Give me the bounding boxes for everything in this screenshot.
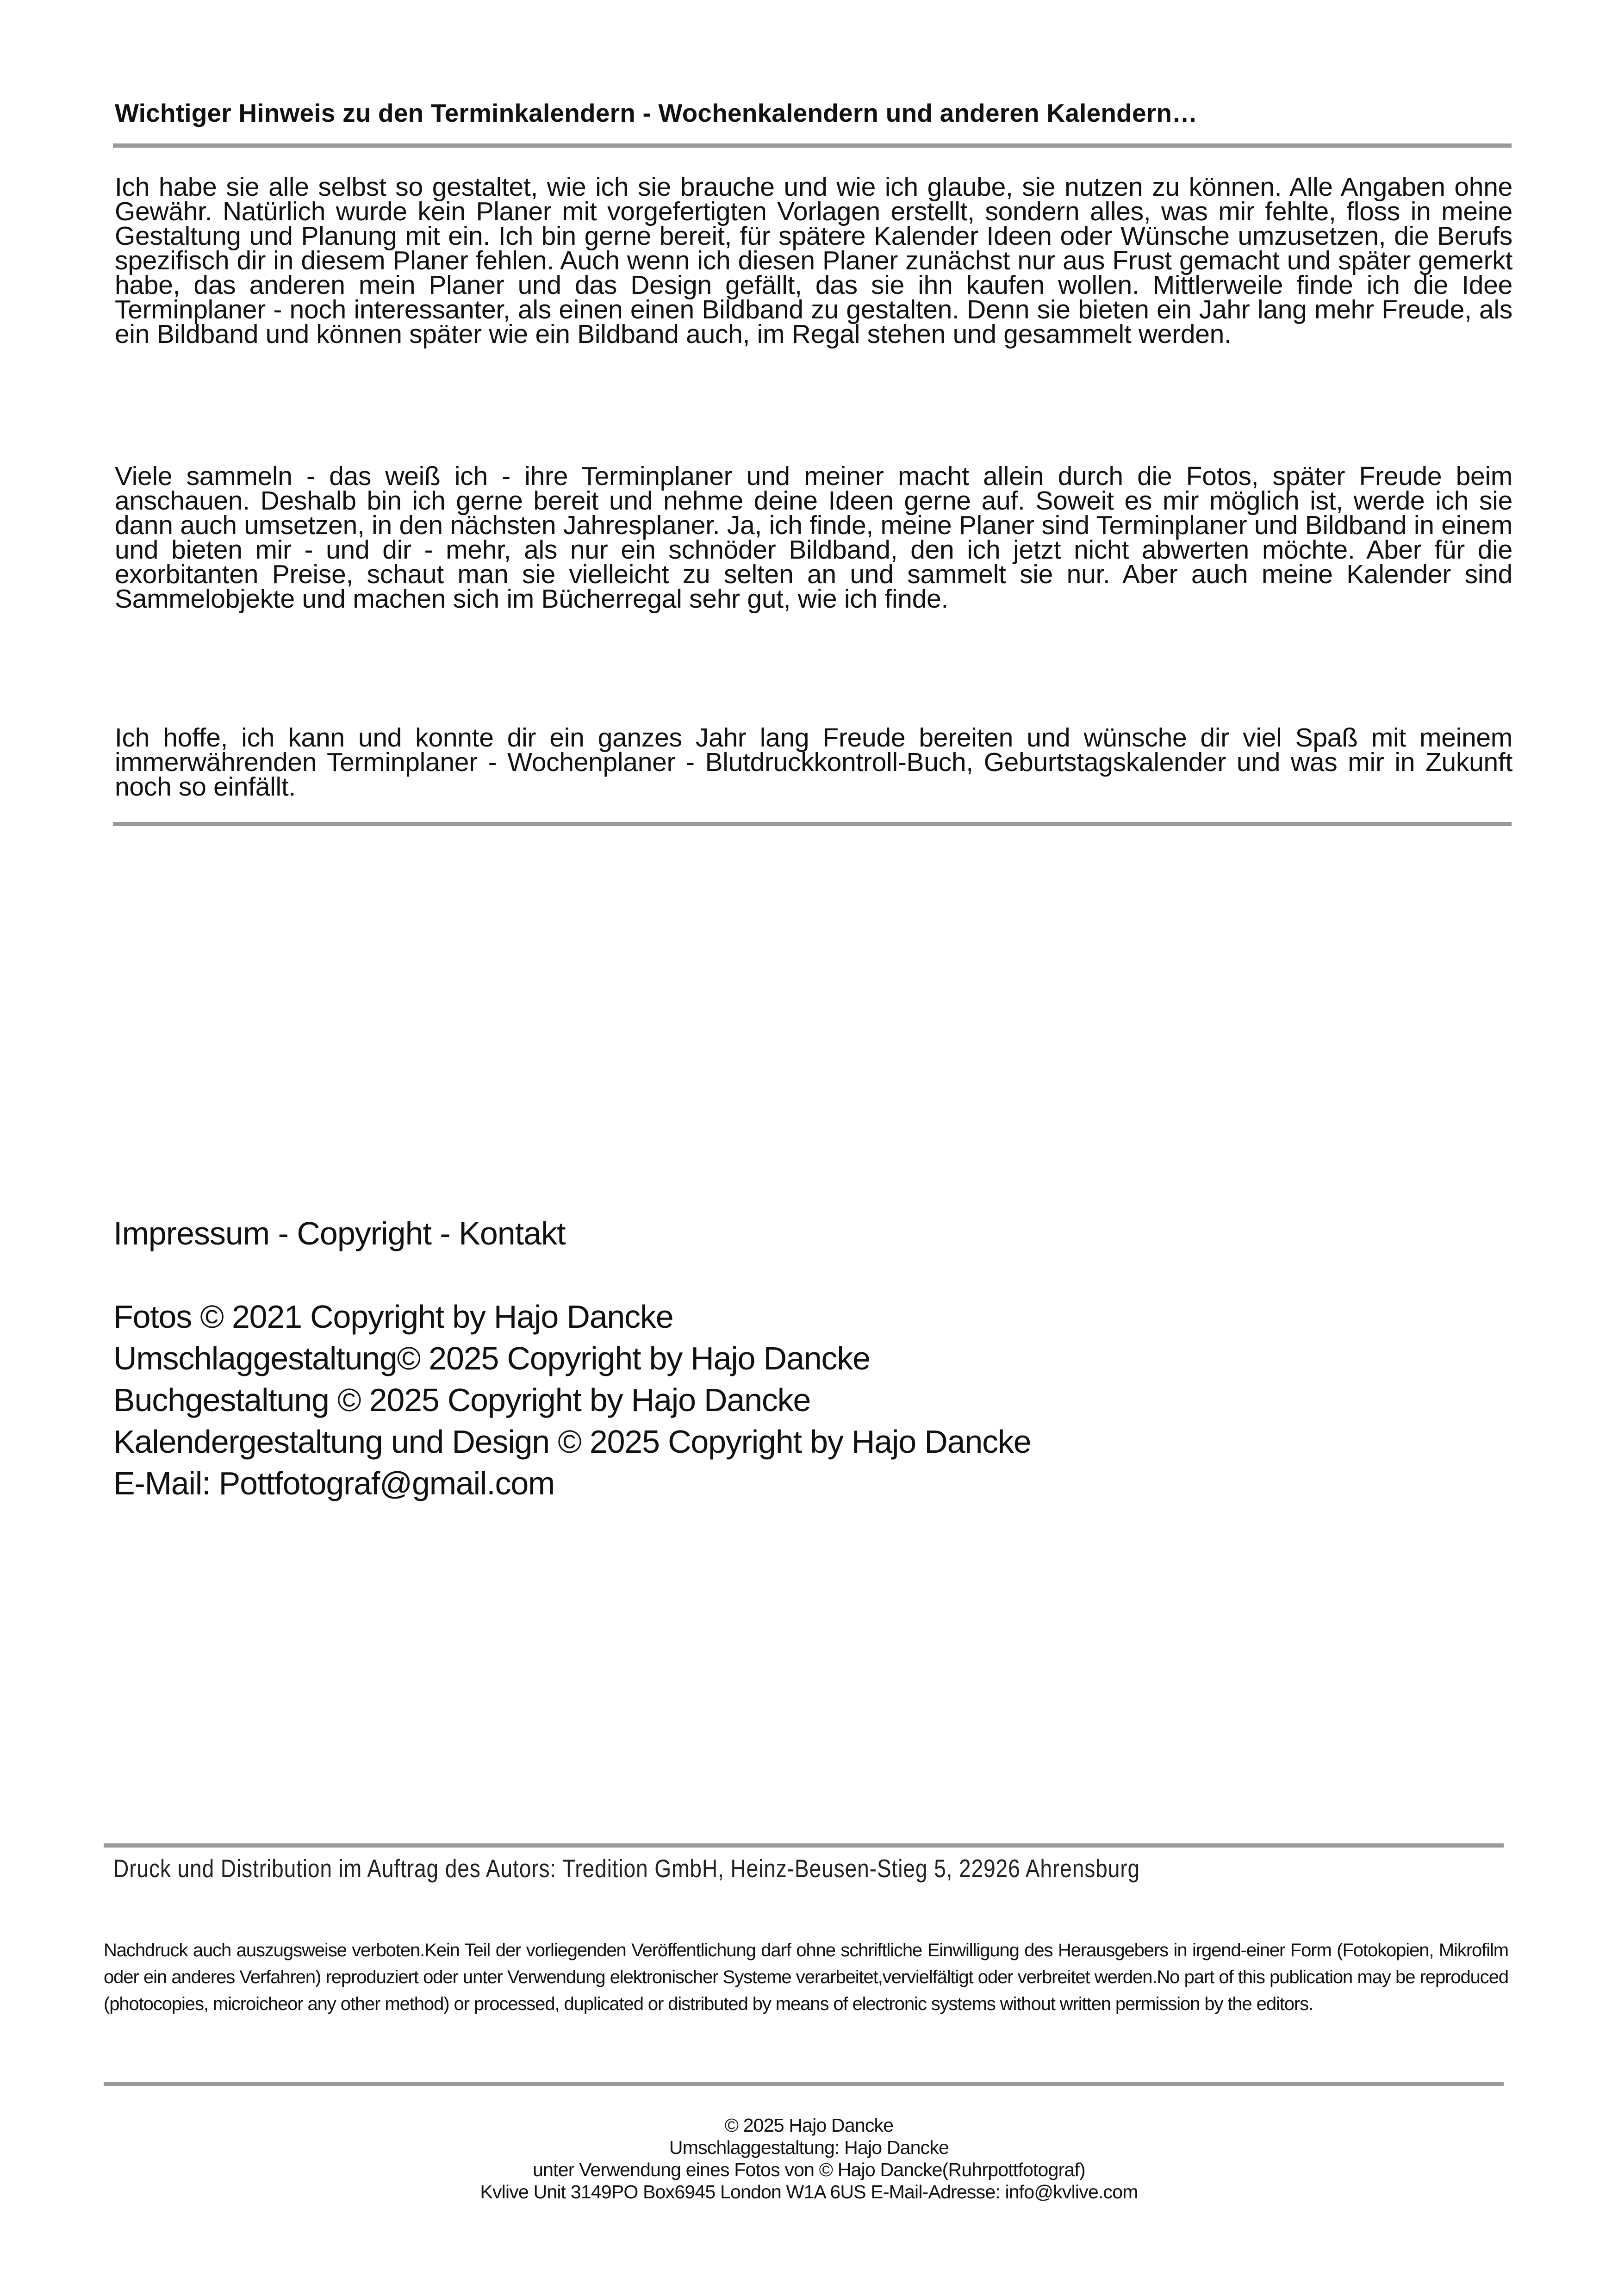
- contact-email: E-Mail: Pottfotograf@gmail.com: [113, 1465, 555, 1501]
- credits-block: [113, 1296, 1031, 1504]
- credit-cover: Umschlaggestaltung© 2025 Copyright by Hajo Dancke: [113, 1340, 870, 1376]
- divider-footer: [104, 2082, 1504, 2086]
- footer-photo-credit: unter Verwendung eines Fotos von © Hajo Dancke(Ruhrpottfotograf): [533, 2159, 1085, 2180]
- footer-copyright: © 2025 Hajo Dancke: [724, 2115, 894, 2136]
- credit-calendar: Kalendergestaltung und Design © 2025 Copyright by Hajo Dancke: [113, 1424, 1031, 1460]
- paragraph-3: Ich hoffe, ich kann und konnte dir ein ganzes Jahr lang Freude bereiten und wünsche dir viel Spaß mit meinem immerwährenden Terminplaner - Wochenplaner - Blutdruckkontroll-Buch, Geburtstagskalender und was mir in Zukunft noch so einfällt.: [115, 723, 1512, 802]
- print-distribution-note: Druck und Distribution im Auftrag des Autors: Tredition GmbH, Heinz-Beusen-Stieg 5, 22926 Ahrensburg: [113, 1854, 1140, 1883]
- footer-publisher-address: Kvlive Unit 3149PO Box6945 London W1A 6US E-Mail-Adresse: info@kvlive.com: [480, 2181, 1138, 2203]
- paragraph-1: Ich habe sie alle selbst so gestaltet, wie ich sie brauche und wie ich glaube, sie nutzen zu können. Alle Angaben ohne Gewähr. Natürlich wurde kein Planer mit vorgefertigten Vorlagen erstellt, sondern alles, was mir fehlte, floss in meine Gestaltung und Planung mit ein. Ich bin gerne bereit, für spätere Kalender Ideen oder Wünsche umzusetzen, die Berufs spezifisch dir in diesem Planer fehlen. Auch wenn ich diesen Planer zunächst nur aus Frust gemacht und später gemerkt habe, das anderen mein Planer und das Design gefällt, das sie ihn kaufen wollen. Mittlerweile finde ich die Idee Terminplaner - noch interessanter, als einen einen Bildband zu gestalten. Denn sie bieten ein Jahr lang mehr Freude, als ein Bildband und können später wie ein Bildband auch, im Regal stehen und gesammelt werden.: [115, 172, 1512, 349]
- footer: [0, 2114, 1618, 2203]
- divider-after-text: [113, 822, 1512, 826]
- credit-photos: Fotos © 2021 Copyright by Hajo Dancke: [113, 1299, 673, 1335]
- credit-book: Buchgestaltung © 2025 Copyright by Hajo Dancke: [113, 1382, 811, 1418]
- paragraph-2: Viele sammeln - das weiß ich - ihre Terminplaner und meiner macht allein durch die Fotos, später Freude beim anschauen. Deshalb bin ich gerne bereit und nehme deine Ideen gerne auf. Soweit es mir möglich ist, werde ich sie dann auch umsetzen, in den nächsten Jahresplaner. Ja, ich finde, meine Planer sind Terminplaner und Bildband in einem und bieten mir - und dir - mehr, als nur ein schnöder Bildband, den ich jetzt nicht abwerten möchte. Aber für die exorbitanten Preise, schaut man sie vielleicht zu selten an und sammelt sie nur. Aber auch meine Kalender sind Sammelobjekte und machen sich im Bücherregal sehr gut, wie ich finde.: [115, 461, 1512, 614]
- page-title: Wichtiger Hinweis zu den Terminkalendern - Wochenkalendern und anderen Kalendern…: [115, 99, 1198, 127]
- divider-top: [113, 143, 1512, 148]
- impressum-title: Impressum - Copyright - Kontakt: [113, 1215, 566, 1251]
- footer-cover-design: Umschlaggestaltung: Hajo Dancke: [669, 2137, 949, 2158]
- divider-print: [104, 1843, 1504, 1848]
- legal-notice: Nachdruck auch auszugsweise verboten.Kein Teil der vorliegenden Veröffentlichung darf ohne schriftliche Einwilligung des Herausgebers in irgend-einer Form (Fotokopien, Mikrofilm oder ein anderes Verfahren) reproduziert oder unter Verwendung elektronischer Systeme verarbeitet,vervielfältigt oder verbreitet werden.No part of this publication may be reproduced (photocopies, microicheor any other method) or processed, duplicated or distributed by means of electronic systems without written permission by the editors.: [104, 1940, 1508, 2014]
